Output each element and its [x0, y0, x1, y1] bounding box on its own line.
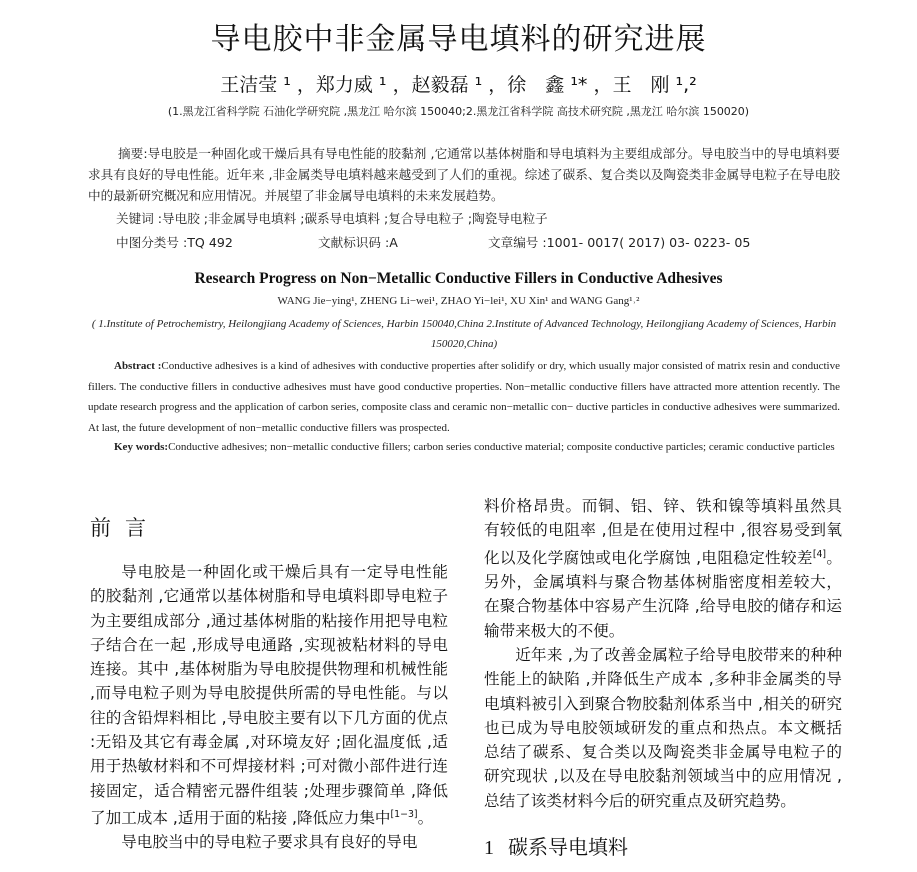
authors-en: WANG Jie−ying¹, ZHENG Li−wei¹, ZHAO Yi−lei¹, XU Xin¹ and WANG Gang¹˒²	[277, 295, 640, 307]
abstract-cn: 摘要:导电胶是一种固化或干燥后具有导电性能的胶黏剂 ,它通常以基体树脂和导电填料为主要组成部分。导电胶当中的导电填料要求具有良好的导电性能。近年来 ,非金属类导电填料越来越受到了人们的重视。综述了碳系、复合类以及陶瓷类非金属导电粒子在导电胶中的最新研究概况和应用情况。并展望了非金属导电填料的未来发展趋势。	[88, 146, 840, 203]
authors-cn: 王洁莹 ¹ ，郑力威 ¹ ，赵毅磊 ¹ ，徐 鑫 ¹* ，王 刚 ¹,²	[220, 74, 697, 96]
affiliation-cn: (1.黑龙江省科学院 石油化学研究院 ,黑龙江 哈尔滨 150040;2.黑龙江省科学院 高技术研究院 ,黑龙江 哈尔滨 150020)	[167, 105, 750, 118]
document-code: 文献标识码 :A	[318, 235, 398, 250]
body-column-left	[90, 560, 448, 855]
section-heading-intro: 前言	[90, 516, 160, 540]
clc-number: 中图分类号 :TQ 492	[116, 235, 233, 250]
abstract-en-label: Abstract :	[114, 360, 162, 372]
paper-title-cn: 导电胶中非金属导电填料的研究进展	[210, 22, 707, 57]
article-number: 文章编号 :1001- 0017( 2017) 03- 0223- 05	[488, 235, 751, 250]
citation: [4]	[812, 548, 827, 560]
abstract-en-text: Conductive adhesives is a kind of adhesives with conductive properties after solidify or dry, which usually major consisted of matrix resin and conductive fillers. The conductive fillers in conductive adhesives must have good conductive properties. Non−metallic conductive fillers have attracted more attention recently. The update research progress and the application of carbon series, composite class and ceramic non−metallic con− ductive particles in conductive adhesives were summarized. At last, the future development of non−metallic conductive fillers was prospected.	[88, 360, 840, 434]
paragraph: 近年来 ,为了改善金属粒子给导电胶带来的种种性能上的缺陷 ,并降低生产成本 ,多种非金属类的导电填料被引入到聚合物胶黏剂体系当中 ,相关的研究也已成为导电胶领域研发的重点和热点。本文概括总结了碳系、复合类以及陶瓷类非金属导电粒子的研究现状 ,以及在导电胶黏剂领域当中的应用情况 ,总结了该类材料今后的研究重点及研究趋势。	[484, 645, 842, 810]
paragraph: 导电胶当中的导电粒子要求具有良好的导电	[121, 833, 418, 852]
keywords-en	[88, 437, 840, 458]
body-column-right	[484, 494, 842, 813]
citation: [1−3]	[390, 808, 418, 820]
section-heading-1	[484, 831, 628, 860]
keywords-en-text: Conductive adhesives; non−metallic conductive fillers; carbon series conductive material; composite conductive particles; ceramic conductive particles	[168, 441, 835, 453]
section-title: 碳系导电填料	[508, 835, 628, 859]
abstract-en	[88, 356, 840, 438]
keywords-en-label: Key words:	[114, 441, 169, 453]
affiliation-en: ( 1.Institute of Petrochemistry, Heilongjiang Academy of Sciences, Harbin 150040,China 2.Institute of Advanced Technology, Heilongjiang Academy of Sciences, Harbin 150020,China)	[91, 318, 837, 350]
paper-title-en: Research Progress on Non−Metallic Conductive Fillers in Conductive Adhesives	[194, 270, 723, 287]
paragraph: 导电胶是一种固化或干燥后具有一定导电性能的胶黏剂 ,它通常以基体树脂和导电填料即导电粒子为主要组成部分 ,通过基体树脂的粘接作用把导电粒子结合在一起 ,形成导电通路 ,实现被粘材料的导电连接。其中 ,基体树脂为导电胶提供物理和机械性能 ,而导电粒子则为导电胶提供所需的导电性能。与以往的含铅焊料相比 ,导电胶主要有以下几方面的优点 :无铅及其它有毒金属 ,对环境友好 ;固化温度低 ,适用于热敏材料和不可焊接材料 ;可对微小部件进行连接固定，适合精密元器件组装 ;处理步骤简单 ,降低了加工成本 ,适用于面的粘接 ,降低应力集中[1−3]。	[90, 563, 448, 828]
paragraph: 料价格昂贵。而铜、铝、锌、铁和镍等填料虽然具有较低的电阻率 ,但是在使用过程中 ,很容易受到氧化以及化学腐蚀或电化学腐蚀 ,电阻稳定性较差[4]。另外，金属填料与聚合物基体树脂密度相差较大，在聚合物基体中容易产生沉降 ,给导电胶的储存和运输带来极大的不便。	[484, 497, 842, 640]
section-number: 1	[484, 837, 494, 859]
keywords-cn: 关键词 :导电胶 ;非金属导电填料 ;碳系导电填料 ;复合导电粒子 ;陶瓷导电粒子	[116, 211, 548, 226]
